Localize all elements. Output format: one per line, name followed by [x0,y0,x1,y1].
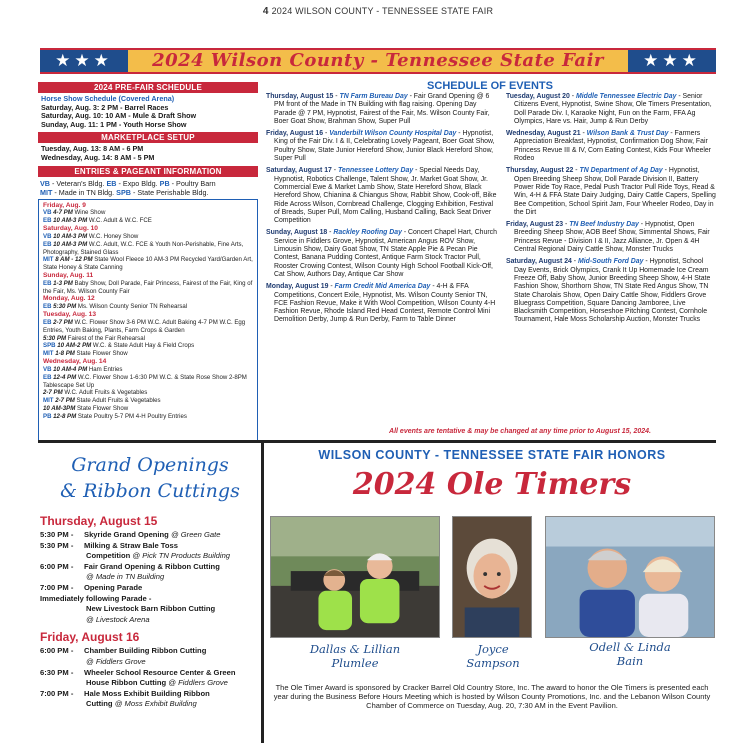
schedule-date: Saturday, August 24 [506,258,572,266]
grand-event-name: Wheeler School Resource Center & Green [84,667,236,677]
schedule-entry: Sunday, August 18 - Rackley Roofing Day - Concert Chapel Hart, Church Service in Fiddlers Grove, Hypnotist, American Angus ROV Show, Limousin Show, Dairy Goat Show, TN State Apple Pie & Pecan Pie Contest, Banana Pudding Contest, Antique Farm Stock Tractor Pull, Rooster Crowing Contest, Wilson County High School Football Kick-Off, Cat Show, Authors Day, Antique Car Show [266,229,497,278]
grand-imm-event [40,604,258,615]
schedule-sponsor: Mid-South Ford Day [577,258,644,266]
entry-time: 8 AM - 12 PM [55,256,93,264]
schedule-entry: Thursday, August 15 - TN Farm Bureau Day - Fair Grand Opening @ 6 PM front of the Made in TN Building with flag raising. Opening Day Parade @ 7 PM, Hypnotist, Fairest of the Fair, Ms. Wilson County Fair, Boer Goat Show, Brahman Show, Super Pull [266,93,490,125]
schedule-date: Saturday, August 17 [266,167,332,175]
grand-time-value: 6:00 PM [40,561,69,571]
entry-text: Ms. Wilson County Senior TN Rehearsal [76,303,188,311]
entry-line [43,397,253,405]
grand-location: @ Fiddlers Grove [168,678,228,688]
schedule-sponsor: Middle Tennessee Electric Day [575,93,677,100]
award-description: The Ole Timer Award is sponsored by Cracker Barrel Old Country Store, Inc. The award to honor the Ole Timers is presented each year during the Business Before Hours Meeting which is hosted by Wilson County Promotions, Inc. and the Lebanon Wilson County Chamber of Commerce on Tuesday, Aug. 20, 7:30 AM in the Event Pavilion. [273,683,711,710]
page-header [0,6,756,17]
schedule-text: - Concert Chapel Hart, Church Service in Fiddlers Grove, Hypnotist, American Angus ROV Show, Limousin Show, Dairy Goat Show, TN State Apple Pie & Pecan Pie Contest, Banana Pudding Contest, Antique Farm Stock Tractor Pull, Rooster Crowing Contest, Wilson County High School Football Kick-Off, Cat Show, Authors Day, Antique Car Show [274,229,497,278]
schedule-text: - Senior Citizens Event, Hypnotist, Swine Show, Ole Timers Presentation, Doll Parade Div. I, Karaoke Night, Fun on the Farm, FFA Ag Olympics, Hare vs. Hair, Jump & Run Derby [514,93,712,125]
grand-item [40,668,258,679]
entry-line [43,319,253,335]
grand-item-loc [40,657,258,668]
grand-time [40,689,84,700]
legend-abbrev: SPB [116,187,131,197]
grand-time [40,646,84,657]
legend-abbrev: PB [159,178,170,188]
entry-text: State Wool Fleece 10 AM-3 PM Recycled Yard/Garden Art, State Honey & State Canning [43,256,253,272]
entry-building: EB [43,319,52,327]
entry-line [43,350,253,358]
schedule-date: Thursday, August 22 [506,167,574,175]
entry-building: VB [43,209,52,217]
grand-time-value: 6:00 PM [40,646,69,656]
entry-text: W.C. Adult & W.C. FCE [87,217,152,225]
entry-building: SPB [43,342,56,350]
entry-date: Tuesday, Aug. 13 [43,311,97,319]
grand-time-value: 7:00 PM [40,688,69,698]
grand-event [84,689,210,700]
grand-time [40,530,84,541]
entry-building: EB [43,303,52,311]
entry-text: State Flower Show [75,404,129,412]
grand-sep: - [68,530,74,539]
caption-line: Sampson [466,656,520,670]
photo-bain [545,516,715,638]
grand-time [40,541,84,552]
grand-time-value: 7:00 PM [40,582,69,592]
stars-right: ★★★ [628,50,716,72]
entry-time: 10 AM-3 PM [53,217,88,225]
entry-line [43,303,253,311]
entry-building: EB [43,279,52,287]
schedule-text: - Farmers Appreciation Breakfast, Hypnotist, Confirmation Dog Show, Fair Princess Revue III & IV, Corn Eating Contest, Kids Four Wheeler Rodeo [514,130,711,163]
entry-time: 2-7 PM [43,389,63,397]
caption-line: Bain [616,654,644,668]
schedule-date: Thursday, August 15 [266,93,334,100]
grand-location: @ Made in TN Building [86,572,165,582]
schedule-entry: Monday, August 19 - Farm Credit Mid America Day - 4-H & FFA Competitions, Concert Exile, Hypnotist, Ms. Wilson County Senior TN, FCE Fashion Revue, Make it With Wool Competition, Wilson County 4-H Fashion Revue, Rhode Island Red Head Contest, Remote Control Mini Demolition Derby, Jump & Run Derby, Farm to Table Dinner [266,283,496,324]
entry-text: W.C. Adult, W.C. FCE & Youth Non-Perishable, Fine Arts, Photography, Stained Glass [43,240,244,256]
grand-event-name: Fair Grand Opening & Ribbon Cutting [84,561,220,571]
schedule-date: Monday, August 19 [266,283,329,291]
legend-abbrev: EB [106,178,117,188]
grand-event-cont: Cutting [86,699,113,709]
horse-show-heading: Horse Show Schedule (Covered Arena) [41,94,175,103]
grand-event [84,668,236,679]
grand-openings-list [40,514,258,710]
entry-line [43,374,253,390]
legend-name: - Poultry Barn [169,178,216,188]
marketplace-line: Tuesday, Aug. 13: 8 AM - 6 PM [41,144,144,154]
building-legend [38,179,258,197]
entry-line [43,405,253,413]
grand-item-loc [40,572,258,583]
grand-event-cont: Competition [86,551,131,561]
entry-date: Sunday, Aug. 11 [43,271,94,279]
entry-text: W.C. Flower Show 1-6:30 PM W.C. & State Rose Show 2-8PM Tablescape Set Up [43,373,247,389]
grand-immediately: Immediately following Parade - [40,593,152,603]
schedule-date: Tuesday, August 20 [506,93,570,100]
prefair-line: Saturday, Aug. 3: 2 PM - Barrel Races [41,102,169,112]
entry-line [43,335,253,343]
page-header-text: 2024 WILSON COUNTY - TENNESSEE STATE FAIR [271,6,494,16]
grand-location: @ Fiddlers Grove [86,656,146,666]
grand-event [84,646,206,657]
grand-item [40,562,258,573]
entry-text: W.C. Honey Show [87,232,139,240]
entry-line [43,366,253,374]
schedule-entry: Wednesday, August 21 - Wilson Bank & Trust Day - Farmers Appreciation Breakfast, Hypnotist, Confirmation Dog Show, Fair Princess Revue III & IV, Corn Eating Contest, Kids Four Wheeler Rodeo [506,130,711,163]
schedule-entry: Friday, August 23 - TN Beef Industry Day - Hypnotist, Open Breeding Sheep Show, AOB Beef Show, Simmental Shows, Fair Princess Revue - Division I & II, Jazz Alliance, Jr. Open & 4H Central Regional Dairy Cattle Show, Monster Trucks [506,221,710,254]
legend-name: - Veteran's Bldg. [50,178,105,188]
schedule-sponsor: Wilson Bank & Trust Day [586,130,669,138]
grand-item-cont [40,678,258,689]
prefair-line: Saturday, Aug. 10: 10 AM - Mule & Draft Show [41,111,197,121]
legend-abbrev: VB [40,178,50,188]
grand-openings-title [40,452,260,504]
banner-title: 2024 Wilson County - Tennessee State Fair [152,50,604,71]
entry-time: 1-3 PM [53,279,73,287]
honors-title: WILSON COUNTY - TENNESSEE STATE FAIR HONORS [318,448,666,462]
entry-time: 12-4 PM [53,373,77,381]
caption-line: Dallas & Lillian [309,642,401,656]
grand-sep: - [68,582,74,592]
schedule-entry: Saturday, August 17 - Tennessee Lottery Day - Special Needs Day, Hypnotist, Robotics Challenge, Talent Show, Jr. Market Goat Show, Jr. Commercial Ewe & Market Lamb Show, State Hereford Show, Black Hereford Show, Chianina & Chiangus Show, Rabbit Show, Cook-off, Bike Ride Across Wilson, Cornbread Challenge, Clogging Exhibition, Festival of Breads, Super Pull, Mom Calling, Husband Calling, Back Seat Driver Competition [266,167,497,225]
grand-time [40,583,84,594]
grand-item-cont [40,551,258,562]
legend-name: - Expo Bldg. [116,178,158,188]
grand-title-line1: Grand Openings [71,454,229,476]
stars-left: ★★★ [40,50,128,72]
grand-sep: - [68,646,74,656]
grand-location: @ Moss Exhibit Building [114,699,197,709]
schedule-text: - 4-H & FFA Competitions, Concert Exile, Hypnotist, Ms. Wilson County Senior TN, FCE Fashion Revue, Make it With Wool Competition, Wilson County 4-H Fashion Revue, Rhode Island Red Head Contest, Remote Control Mini Demolition Derby, Jump & Run Derby, Farm to Table Dinner [274,283,496,324]
caption-line: Odell & Linda [589,640,671,654]
entry-text: Baby Show, Doll Parade, Fair Princess, Fairest of the Fair, King of the Fair, Ms. Wilson County Fair [43,279,253,295]
schedule-date: Wednesday, August 21 [506,130,581,138]
grand-location: @ Pick TN Products Building [132,551,231,561]
caption-line: Plumlee [331,656,379,670]
grand-imm-name: New Livestock Barn Ribbon Cutting [86,604,216,614]
entry-building: MIT [43,350,54,358]
schedule-entry: Saturday, August 24 - Mid-South Ford Day - Hypnotist, School Day Events, Brick Olympics, Crank It Up Homemade Ice Cream Freeze Off, Baby Show, Junior Breeding Sheep Show, 4-H State Fashion Show, Shorthorn Show, TN State Red Angus Show, TN State Charolais Show, Open Dairy Cattle Show, Fiddlers Grove Bluegrass Competition, Square Dancing Jamboree, Live Blacksmith Competition, Horseshoe Pitching Contest, Cornhole Tournament, Hale Moss Scholarship Auction, Monster Trucks [506,258,711,324]
schedule-entry: Friday, August 16 - Vanderbilt Wilson County Hospital Day - Hypnotist, King of the Fair Div. I & II, Celebrating Lovely Pageant, Boer Goat Show, Poultry Show, State Junior Hereford Show, Junior Black Hereford Show, Super Pull [266,130,495,163]
entry-line [43,342,253,350]
entry-text: W.C. Adult Fruits & Vegetables [62,389,148,397]
caption-line: Joyce [477,642,509,656]
tentative-note: All events are tentative & may be changed at any time prior to August 15, 2024. [389,428,651,435]
grand-time-value: 5:30 PM [40,540,69,550]
schedule-date: Friday, August 23 [506,221,564,229]
grand-item [40,541,258,552]
entry-building: MIT [43,256,54,264]
marketplace-line: Wednesday, Aug. 14: 8 AM - 5 PM [41,152,155,162]
entry-time: 2-7 PM [53,319,73,327]
grand-time [40,562,84,573]
schedule-text: - Hypnotist, School Day Events, Brick Olympics, Crank It Up Homemade Ice Cream Freeze Off, Baby Show, Junior Breeding Sheep Show, 4-H State Fashion Show, Shorthorn Show, TN State Red Angus Show, TN State Charolais Show, Open Dairy Cattle Show, Fiddlers Grove Bluegrass Competition, Square Dancing Jamboree, Live Blacksmith Competition, Horseshoe Pitching Contest, Cornhole Tournament, Hale Moss Scholarship Auction, Monster Trucks [514,258,711,324]
entry-time: 12-8 PM [53,412,77,420]
grand-time-value: 5:30 PM [40,530,69,539]
caption-bain [545,640,715,668]
entry-time: 4-7 PM [53,209,73,217]
grand-event-name: Skyride Grand Opening [84,530,169,539]
legend-abbrev: MIT [40,187,53,197]
entry-building: EB [43,373,52,381]
schedule-column-2 [506,93,716,329]
entry-date: Saturday, Aug. 10 [43,225,98,233]
entry-text: State Poultry 5-7 PM 4-H Poultry Entries [76,412,187,420]
entry-time: 10 AM-3 PM [53,240,88,248]
schedule-sponsor: TN Beef Industry Day [569,221,639,229]
schedule-sponsor: Vanderbilt Wilson County Hospital Day [329,130,457,138]
entry-time: 10 AM-4 PM [53,365,88,373]
grand-item [40,530,258,541]
entry-text: Wine Show [72,209,106,217]
schedule-entry: Thursday, August 22 - TN Department of Ag Day - Hypnotist, Open Breeding Sheep Show, Doll Parade Division II, Battery Power Ride Toy Race, Pedal Push Tractor Pull Ride Toys, Read & Win, 4-H & FFA State Dairy Judging, Dairy Cattle Capers, Spelling Bee Competition, School Spirit Jam, Four Wheeler Rodeo, Day in the Dirt [506,167,716,216]
entry-text: W.C. Flower Show 3-6 PM W.C. Adult Baking 4-7 PM W.C. Egg Entries, Youth Baking, Plants, Farm Crops & Garden [43,319,246,334]
horizontal-divider [38,440,716,443]
grand-location: @ Livestock Arena [86,614,150,624]
entry-text: W.C. & State Adult Hay & Field Crops [91,342,195,350]
legend-name: - State Perishable Bldg. [130,187,209,197]
entry-text: State Adult Fruits & Vegetables [74,397,161,405]
grand-event-name: Chamber Building Ribbon Cutting [84,646,207,656]
schedule-text: - Hypnotist, King of the Fair Div. I & II, Celebrating Lovely Pageant, Boer Goat Show, Poultry Show, State Junior Hereford Show, Junior Black Hereford Show, Super Pull [274,130,495,163]
grand-sep: - [68,561,74,571]
legend-name: - Made in TN Bldg. [52,187,115,197]
grand-event-name: Milking & Straw Bale Toss [84,540,178,550]
entry-building: EB [43,240,52,248]
entry-building: MIT [43,397,54,405]
entry-time: 10 AM-3PM [43,404,76,412]
schedule-sponsor: Rackley Roofing Day [333,229,402,237]
entry-time: 5:30 PM [43,334,67,342]
vertical-divider [261,443,264,743]
photo-sampson [452,516,532,638]
grand-event [84,583,142,594]
grand-time-value: 6:30 PM [40,667,69,677]
entry-date: Friday, Aug. 9 [43,201,86,209]
schedule-sponsor: TN Farm Bureau Day [339,93,408,100]
schedule-text: - Hypnotist, Open Breeding Sheep Show, Doll Parade Division II, Battery Power Ride Toy Race, Pedal Push Tractor Pull Ride Toys, Read & Win, 4-H & FFA State Dairy Judging, Dairy Cattle Capers, Spelling Bee Competition, School Spirit Jam, Four Wheeler Rodeo, Day in the Dirt [514,167,716,216]
entry-line [43,217,253,225]
entry-line [43,241,253,257]
schedule-column-1 [266,93,500,329]
schedule-entry: Tuesday, August 20 - Middle Tennessee Electric Day - Senior Citizens Event, Hypnotist, Swine Show, Ole Timers Presentation, Doll Parade Div. I, Karaoke Night, Fun on the Farm, FFA Ag Olympics, Hare vs. Hair, Jump & Run Derby [506,93,712,125]
fair-banner [40,48,716,74]
schedule-sponsor: Farm Credit Mid America Day [334,283,431,291]
caption-plumlee [270,642,440,670]
schedule-text: - Special Needs Day, Hypnotist, Robotics Challenge, Talent Show, Jr. Market Goat Show, Jr. Commercial Ewe & Market Lamb Show, State Hereford Show, Black Hereford Show, Chianina & Chiangus Show, Rabbit Show, Cook-off, Bike Ride Across Wilson, Cornbread Challenge, Clogging Exhibition, Festival of Breads, Super Pull, Mom Calling, Husband Calling, Back Seat Driver Competition [274,167,497,225]
grand-event-name: Hale Moss Exhibit Building Ribbon [84,688,210,698]
grand-event [84,530,220,541]
marketplace-header: MARKETPLACE SETUP [38,132,258,143]
schedule-date: Friday, August 16 [266,130,324,138]
grand-event [84,562,220,573]
grand-item [40,689,258,700]
grand-sep: - [68,667,74,677]
grand-day-2: Friday, August 16 [40,630,140,645]
entry-time: 10 AM-2 PM [57,342,92,350]
grand-event [84,541,178,552]
page-number: 4 [262,6,269,17]
pre-fair-column [38,82,258,442]
entry-line [43,280,253,296]
entry-building: PB [43,412,52,420]
schedule-text: - Fair Grand Opening @ 6 PM front of the Made in TN Building with flag raising. Opening Day Parade @ 7 PM, Hypnotist, Fairest of the Fair, Ms. Wilson County Fair, Boer Goat Show, Brahman Show, Super Pull [274,93,490,125]
grand-sep: - [68,688,74,698]
entry-time: 2-7 PM [55,397,75,405]
caption-sampson [447,642,539,670]
prefair-block [38,95,258,129]
schedule-sponsor: TN Department of Ag Day [579,167,663,175]
entry-text: Ham Entries [87,365,123,373]
entries-datebox [38,199,258,442]
grand-time [40,668,84,679]
entry-line [43,389,253,397]
grand-title-line2: & Ribbon Cuttings [60,480,240,502]
entry-line [43,256,253,272]
entry-time: 1-8 PM [55,350,75,358]
grand-location: @ Green Gate [170,530,221,539]
marketplace-block [38,145,258,162]
prefair-header: 2024 PRE-FAIR SCHEDULE [38,82,258,93]
entry-line [43,233,253,241]
entry-time: 5:30 PM [53,303,77,311]
grand-item [40,646,258,657]
grand-day-1: Thursday, August 15 [40,514,158,528]
entry-building: EB [43,217,52,225]
grand-event-name: Opening Parade [84,582,143,592]
grand-sep: - [68,540,74,550]
prefair-line: Sunday, Aug. 11: 1 PM - Youth Horse Show [41,119,187,129]
entry-line [43,413,253,421]
entry-time: 10 AM-3 PM [53,232,88,240]
grand-item [40,583,258,594]
entry-text: State Flower Show [74,350,128,358]
schedule-sponsor: Tennessee Lottery Day [337,167,414,175]
schedule-date: Sunday, August 18 [266,229,328,237]
entry-date: Monday, Aug. 12 [43,295,95,303]
entry-text: Fairest of the Fair Rehearsal [66,334,145,342]
entry-line [43,209,253,217]
entry-building: VB [43,232,52,240]
ole-timers-title: 2024 Ole Timers [352,467,632,502]
grand-item-cont [40,699,258,710]
schedule-text: - Hypnotist, Open Breeding Sheep Show, AOB Beef Show, Simmental Shows, Fair Princess Revue - Division I & II, Jazz Alliance, Jr. Open & 4H Central Regional Dairy Cattle Show, Monster Trucks [514,221,710,254]
entries-header: ENTRIES & PAGEANT INFORMATION [38,166,258,177]
grand-imm-loc [40,615,258,626]
grand-event-cont: House Ribbon Cutting [86,678,167,688]
entry-date: Wednesday, Aug. 14 [43,358,107,366]
entry-building: VB [43,365,52,373]
schedule-title: SCHEDULE OF EVENTS [427,80,553,92]
photo-plumlee [270,516,440,638]
